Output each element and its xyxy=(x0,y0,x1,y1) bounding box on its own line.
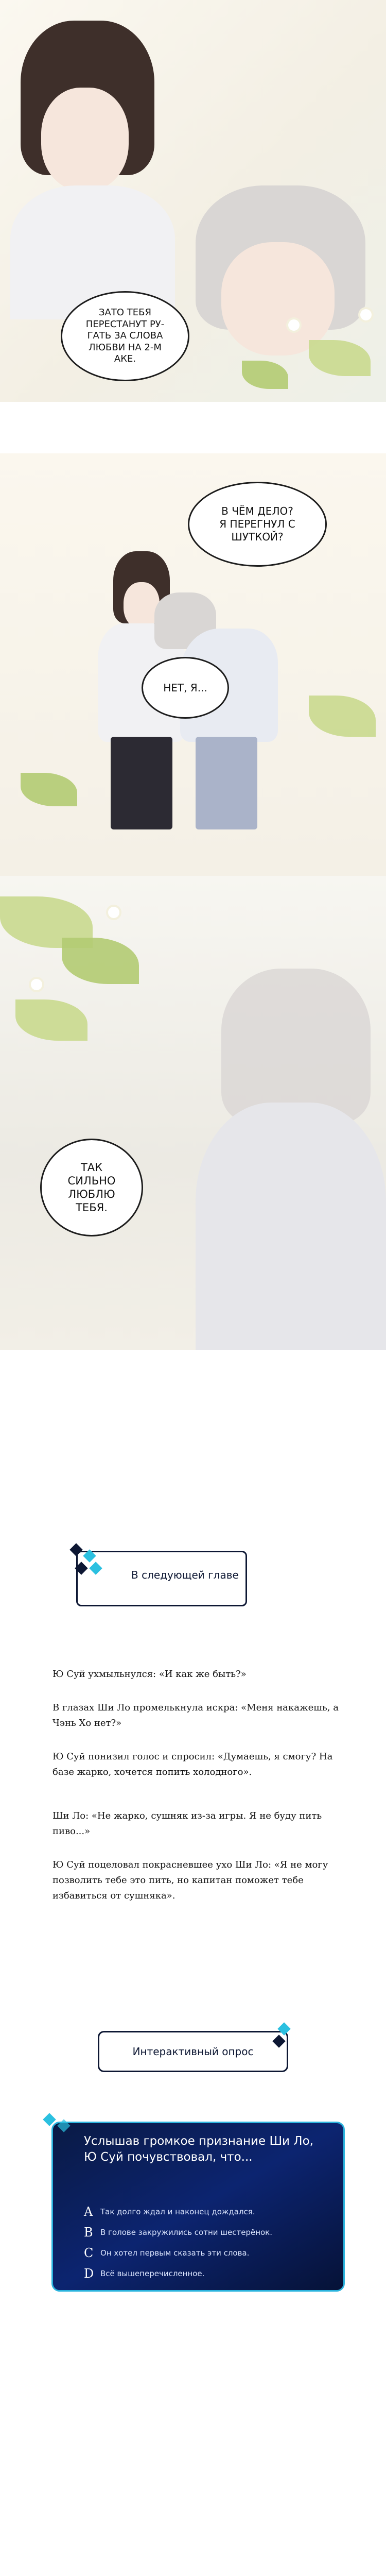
story-paragraph: Ю Суй поцеловал покрасневшее ухо Ши Ло: «Я не могу позволить тебе это пить, но капитан поможет тебе избавиться от сушняка». xyxy=(52,1859,328,1901)
option-letter: B xyxy=(84,2225,93,2240)
leaf-decoration xyxy=(15,999,87,1041)
poll-option-a[interactable] xyxy=(84,2205,255,2219)
cube-icon xyxy=(83,1549,96,1562)
cube-icon xyxy=(75,1562,87,1574)
character-light-hair xyxy=(221,969,371,1123)
poll-header-label: Интерактивный опрос xyxy=(132,2045,254,2058)
option-text: В голове закружились сотни шестерёнок. xyxy=(100,2228,273,2237)
blossom-decoration xyxy=(360,309,372,320)
option-letter: A xyxy=(84,2205,93,2219)
poll-option-b[interactable] xyxy=(84,2225,272,2240)
option-text: Так долго ждал и наконец дождался. xyxy=(100,2207,255,2216)
speech-bubble-4: ТАК СИЛЬНО ЛЮБЛЮ ТЕБЯ. xyxy=(40,1139,143,1236)
option-text: Всё вышеперечисленное. xyxy=(100,2269,205,2278)
leaf-decoration xyxy=(242,361,288,389)
cube-icon xyxy=(43,2113,56,2126)
story-paragraph: Ю Суй понизил голос и спросил: «Думаешь, я смогу? На базе жарко, хочется попить холодного». xyxy=(52,1751,333,1777)
comic-panel-3 xyxy=(0,876,386,1350)
character-shirt xyxy=(196,1103,386,1350)
speech-bubble-1: ЗАТО ТЕБЯ ПЕРЕСТАНУТ РУ- ГАТЬ ЗА СЛОВА ЛЮБВИ НА 2-М АКЕ. xyxy=(61,291,189,381)
option-letter: C xyxy=(84,2246,94,2260)
next-chapter-header xyxy=(76,1551,247,1606)
poll-option-d[interactable] xyxy=(84,2266,204,2281)
cube-icon xyxy=(57,2119,70,2132)
blossom-decoration xyxy=(108,907,119,918)
character-face-2 xyxy=(221,242,335,355)
leaf-decoration xyxy=(62,938,139,984)
next-chapter-label: В следующей главе xyxy=(131,1569,239,1581)
blossom-decoration xyxy=(288,319,300,331)
poll-card xyxy=(51,2122,345,2292)
speech-bubble-3: НЕТ, Я... xyxy=(142,657,229,719)
character-pants-2 xyxy=(196,737,257,829)
cube-icon xyxy=(89,1562,102,1574)
character-pants xyxy=(111,737,172,829)
story-paragraph: Ю Суй ухмыльнулся: «И как же быть?» xyxy=(52,1669,247,1680)
cube-icon xyxy=(272,2035,285,2047)
cube-icon xyxy=(69,1543,82,1556)
poll-option-c[interactable] xyxy=(84,2246,249,2260)
poll-header xyxy=(98,2031,288,2072)
comic-panel-1 xyxy=(0,0,386,402)
blossom-decoration xyxy=(31,979,42,990)
story-paragraph: В глазах Ши Ло промелькнула искра: «Меня накажешь, а Чэнь Хо нет?» xyxy=(52,1702,339,1728)
story-paragraph: Ши Ло: «Не жарко, сушняк из-за игры. Я не буду пить пиво...» xyxy=(52,1810,322,1837)
comic-panel-2 xyxy=(0,453,386,876)
cube-icon xyxy=(277,2022,290,2035)
leaf-decoration xyxy=(309,696,376,737)
option-text: Он хотел первым сказать эти слова. xyxy=(100,2248,250,2258)
leaf-decoration xyxy=(21,773,77,806)
character-face xyxy=(41,88,129,191)
poll-question: Услышав громкое признание Ши Ло, Ю Суй почувствовал, что... xyxy=(84,2134,313,2164)
option-letter: D xyxy=(84,2266,94,2281)
speech-bubble-2: В ЧЁМ ДЕЛО? Я ПЕРЕГНУЛ С ШУТКОЙ? xyxy=(188,482,327,567)
leaf-decoration xyxy=(309,340,371,376)
